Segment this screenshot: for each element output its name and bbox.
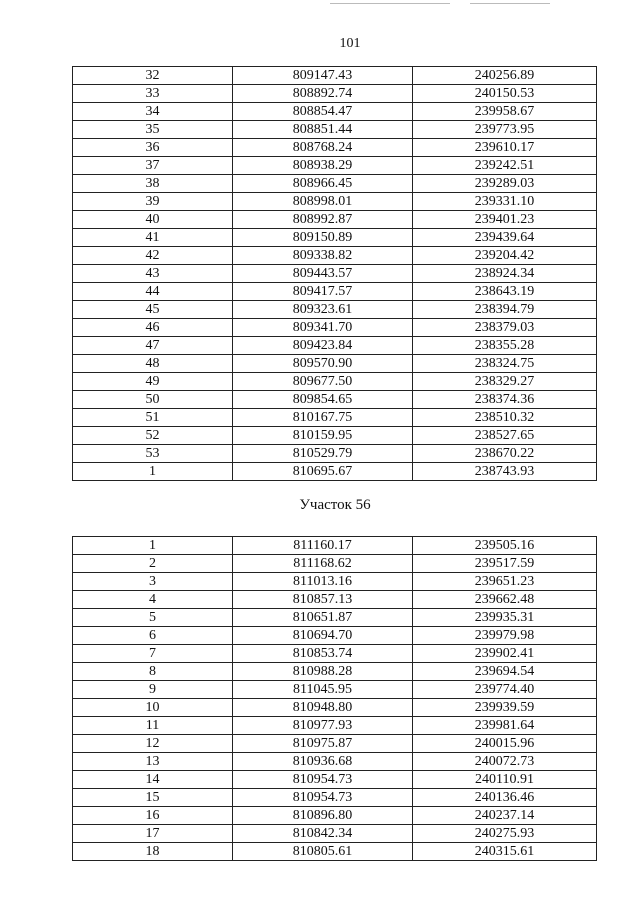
y-coordinate-cell: 238394.79 — [413, 301, 597, 319]
point-number-cell: 1 — [73, 537, 233, 555]
coordinates-table-2 — [72, 536, 597, 861]
y-coordinate-cell: 238379.03 — [413, 319, 597, 337]
table-row — [73, 193, 597, 211]
point-number-cell: 36 — [73, 139, 233, 157]
point-number-cell: 44 — [73, 283, 233, 301]
point-number-cell: 17 — [73, 825, 233, 843]
x-coordinate-cell: 810936.68 — [233, 753, 413, 771]
x-coordinate-cell: 808854.47 — [233, 103, 413, 121]
point-number-cell: 48 — [73, 355, 233, 373]
table-row — [73, 175, 597, 193]
page-number: 101 — [339, 36, 361, 51]
x-coordinate-cell: 810159.95 — [233, 427, 413, 445]
coordinates-table-2-body — [73, 537, 597, 861]
x-coordinate-cell: 808966.45 — [233, 175, 413, 193]
x-coordinate-cell: 809854.65 — [233, 391, 413, 409]
x-coordinate-cell: 810695.67 — [233, 463, 413, 481]
y-coordinate-cell: 239774.40 — [413, 681, 597, 699]
table-row — [73, 355, 597, 373]
point-number-cell: 15 — [73, 789, 233, 807]
table-row — [73, 555, 597, 573]
y-coordinate-cell: 238324.75 — [413, 355, 597, 373]
point-number-cell: 1 — [73, 463, 233, 481]
y-coordinate-cell: 239610.17 — [413, 139, 597, 157]
table-row — [73, 627, 597, 645]
y-coordinate-cell: 239694.54 — [413, 663, 597, 681]
table-row — [73, 609, 597, 627]
x-coordinate-cell: 810975.87 — [233, 735, 413, 753]
y-coordinate-cell: 238329.27 — [413, 373, 597, 391]
y-coordinate-cell: 240072.73 — [413, 753, 597, 771]
table-row — [73, 753, 597, 771]
x-coordinate-cell: 811160.17 — [233, 537, 413, 555]
point-number-cell: 43 — [73, 265, 233, 283]
y-coordinate-cell: 239773.95 — [413, 121, 597, 139]
point-number-cell: 7 — [73, 645, 233, 663]
point-number-cell: 34 — [73, 103, 233, 121]
y-coordinate-cell: 238743.93 — [413, 463, 597, 481]
x-coordinate-cell: 810857.13 — [233, 591, 413, 609]
x-coordinate-cell: 811045.95 — [233, 681, 413, 699]
table-row — [73, 211, 597, 229]
y-coordinate-cell: 239401.23 — [413, 211, 597, 229]
x-coordinate-cell: 810167.75 — [233, 409, 413, 427]
x-coordinate-cell: 810842.34 — [233, 825, 413, 843]
table-row — [73, 373, 597, 391]
x-coordinate-cell: 808992.87 — [233, 211, 413, 229]
x-coordinate-cell: 811168.62 — [233, 555, 413, 573]
table-row — [73, 121, 597, 139]
y-coordinate-cell: 239939.59 — [413, 699, 597, 717]
table-row — [73, 807, 597, 825]
y-coordinate-cell: 240315.61 — [413, 843, 597, 861]
x-coordinate-cell: 809147.43 — [233, 67, 413, 85]
table-row — [73, 409, 597, 427]
point-number-cell: 13 — [73, 753, 233, 771]
point-number-cell: 53 — [73, 445, 233, 463]
y-coordinate-cell: 239979.98 — [413, 627, 597, 645]
table-row — [73, 283, 597, 301]
table-row — [73, 445, 597, 463]
point-number-cell: 49 — [73, 373, 233, 391]
y-coordinate-cell: 239331.10 — [413, 193, 597, 211]
table-row — [73, 427, 597, 445]
x-coordinate-cell: 808768.24 — [233, 139, 413, 157]
table-row — [73, 103, 597, 121]
table-row — [73, 771, 597, 789]
y-coordinate-cell: 240237.14 — [413, 807, 597, 825]
x-coordinate-cell: 810954.73 — [233, 789, 413, 807]
x-coordinate-cell: 810896.80 — [233, 807, 413, 825]
point-number-cell: 14 — [73, 771, 233, 789]
point-number-cell: 9 — [73, 681, 233, 699]
table-row — [73, 463, 597, 481]
x-coordinate-cell: 810529.79 — [233, 445, 413, 463]
y-coordinate-cell: 238355.28 — [413, 337, 597, 355]
y-coordinate-cell: 238924.34 — [413, 265, 597, 283]
y-coordinate-cell: 238643.19 — [413, 283, 597, 301]
x-coordinate-cell: 810651.87 — [233, 609, 413, 627]
point-number-cell: 46 — [73, 319, 233, 337]
y-coordinate-cell: 239517.59 — [413, 555, 597, 573]
y-coordinate-cell: 240275.93 — [413, 825, 597, 843]
y-coordinate-cell: 238510.32 — [413, 409, 597, 427]
point-number-cell: 33 — [73, 85, 233, 103]
table-row — [73, 337, 597, 355]
y-coordinate-cell: 240136.46 — [413, 789, 597, 807]
table-row — [73, 699, 597, 717]
table-row — [73, 301, 597, 319]
y-coordinate-cell: 239204.42 — [413, 247, 597, 265]
table-row — [73, 139, 597, 157]
point-number-cell: 50 — [73, 391, 233, 409]
x-coordinate-cell: 809150.89 — [233, 229, 413, 247]
y-coordinate-cell: 239958.67 — [413, 103, 597, 121]
x-coordinate-cell: 809323.61 — [233, 301, 413, 319]
x-coordinate-cell: 811013.16 — [233, 573, 413, 591]
point-number-cell: 11 — [73, 717, 233, 735]
point-number-cell: 10 — [73, 699, 233, 717]
point-number-cell: 16 — [73, 807, 233, 825]
x-coordinate-cell: 810694.70 — [233, 627, 413, 645]
x-coordinate-cell: 809677.50 — [233, 373, 413, 391]
y-coordinate-cell: 240150.53 — [413, 85, 597, 103]
x-coordinate-cell: 809341.70 — [233, 319, 413, 337]
table-row — [73, 537, 597, 555]
point-number-cell: 51 — [73, 409, 233, 427]
point-number-cell: 8 — [73, 663, 233, 681]
x-coordinate-cell: 808938.29 — [233, 157, 413, 175]
x-coordinate-cell: 810853.74 — [233, 645, 413, 663]
x-coordinate-cell: 808851.44 — [233, 121, 413, 139]
table-row — [73, 681, 597, 699]
x-coordinate-cell: 809443.57 — [233, 265, 413, 283]
x-coordinate-cell: 808892.74 — [233, 85, 413, 103]
x-coordinate-cell: 810805.61 — [233, 843, 413, 861]
y-coordinate-cell: 239439.64 — [413, 229, 597, 247]
scan-artifact-line — [470, 3, 550, 4]
point-number-cell: 40 — [73, 211, 233, 229]
y-coordinate-cell: 239662.48 — [413, 591, 597, 609]
point-number-cell: 18 — [73, 843, 233, 861]
y-coordinate-cell: 240256.89 — [413, 67, 597, 85]
y-coordinate-cell: 239902.41 — [413, 645, 597, 663]
x-coordinate-cell: 809338.82 — [233, 247, 413, 265]
y-coordinate-cell: 239289.03 — [413, 175, 597, 193]
point-number-cell: 2 — [73, 555, 233, 573]
point-number-cell: 35 — [73, 121, 233, 139]
table-row — [73, 591, 597, 609]
table-row — [73, 735, 597, 753]
y-coordinate-cell: 240110.91 — [413, 771, 597, 789]
point-number-cell: 39 — [73, 193, 233, 211]
point-number-cell: 3 — [73, 573, 233, 591]
y-coordinate-cell: 238374.36 — [413, 391, 597, 409]
point-number-cell: 5 — [73, 609, 233, 627]
table-row — [73, 85, 597, 103]
point-number-cell: 47 — [73, 337, 233, 355]
y-coordinate-cell: 239505.16 — [413, 537, 597, 555]
point-number-cell: 41 — [73, 229, 233, 247]
table-row — [73, 843, 597, 861]
point-number-cell: 12 — [73, 735, 233, 753]
point-number-cell: 45 — [73, 301, 233, 319]
table-row — [73, 789, 597, 807]
point-number-cell: 4 — [73, 591, 233, 609]
x-coordinate-cell: 808998.01 — [233, 193, 413, 211]
x-coordinate-cell: 810988.28 — [233, 663, 413, 681]
table-row — [73, 229, 597, 247]
table-row — [73, 157, 597, 175]
section-title: Участок 56 — [299, 497, 371, 513]
table-row — [73, 319, 597, 337]
table-row — [73, 825, 597, 843]
point-number-cell: 37 — [73, 157, 233, 175]
x-coordinate-cell: 809570.90 — [233, 355, 413, 373]
point-number-cell: 32 — [73, 67, 233, 85]
x-coordinate-cell: 809423.84 — [233, 337, 413, 355]
table-row — [73, 391, 597, 409]
scan-artifact-line — [330, 3, 450, 4]
coordinates-table-1 — [72, 66, 597, 481]
x-coordinate-cell: 810948.80 — [233, 699, 413, 717]
y-coordinate-cell: 239935.31 — [413, 609, 597, 627]
point-number-cell: 6 — [73, 627, 233, 645]
x-coordinate-cell: 810977.93 — [233, 717, 413, 735]
coordinates-table-1-body — [73, 67, 597, 481]
point-number-cell: 42 — [73, 247, 233, 265]
x-coordinate-cell: 810954.73 — [233, 771, 413, 789]
table-row — [73, 265, 597, 283]
table-row — [73, 247, 597, 265]
table-row — [73, 663, 597, 681]
table-row — [73, 645, 597, 663]
x-coordinate-cell: 809417.57 — [233, 283, 413, 301]
y-coordinate-cell: 238670.22 — [413, 445, 597, 463]
y-coordinate-cell: 240015.96 — [413, 735, 597, 753]
table-row — [73, 717, 597, 735]
point-number-cell: 38 — [73, 175, 233, 193]
table-row — [73, 67, 597, 85]
point-number-cell: 52 — [73, 427, 233, 445]
y-coordinate-cell: 238527.65 — [413, 427, 597, 445]
y-coordinate-cell: 239651.23 — [413, 573, 597, 591]
table-row — [73, 573, 597, 591]
y-coordinate-cell: 239981.64 — [413, 717, 597, 735]
y-coordinate-cell: 239242.51 — [413, 157, 597, 175]
